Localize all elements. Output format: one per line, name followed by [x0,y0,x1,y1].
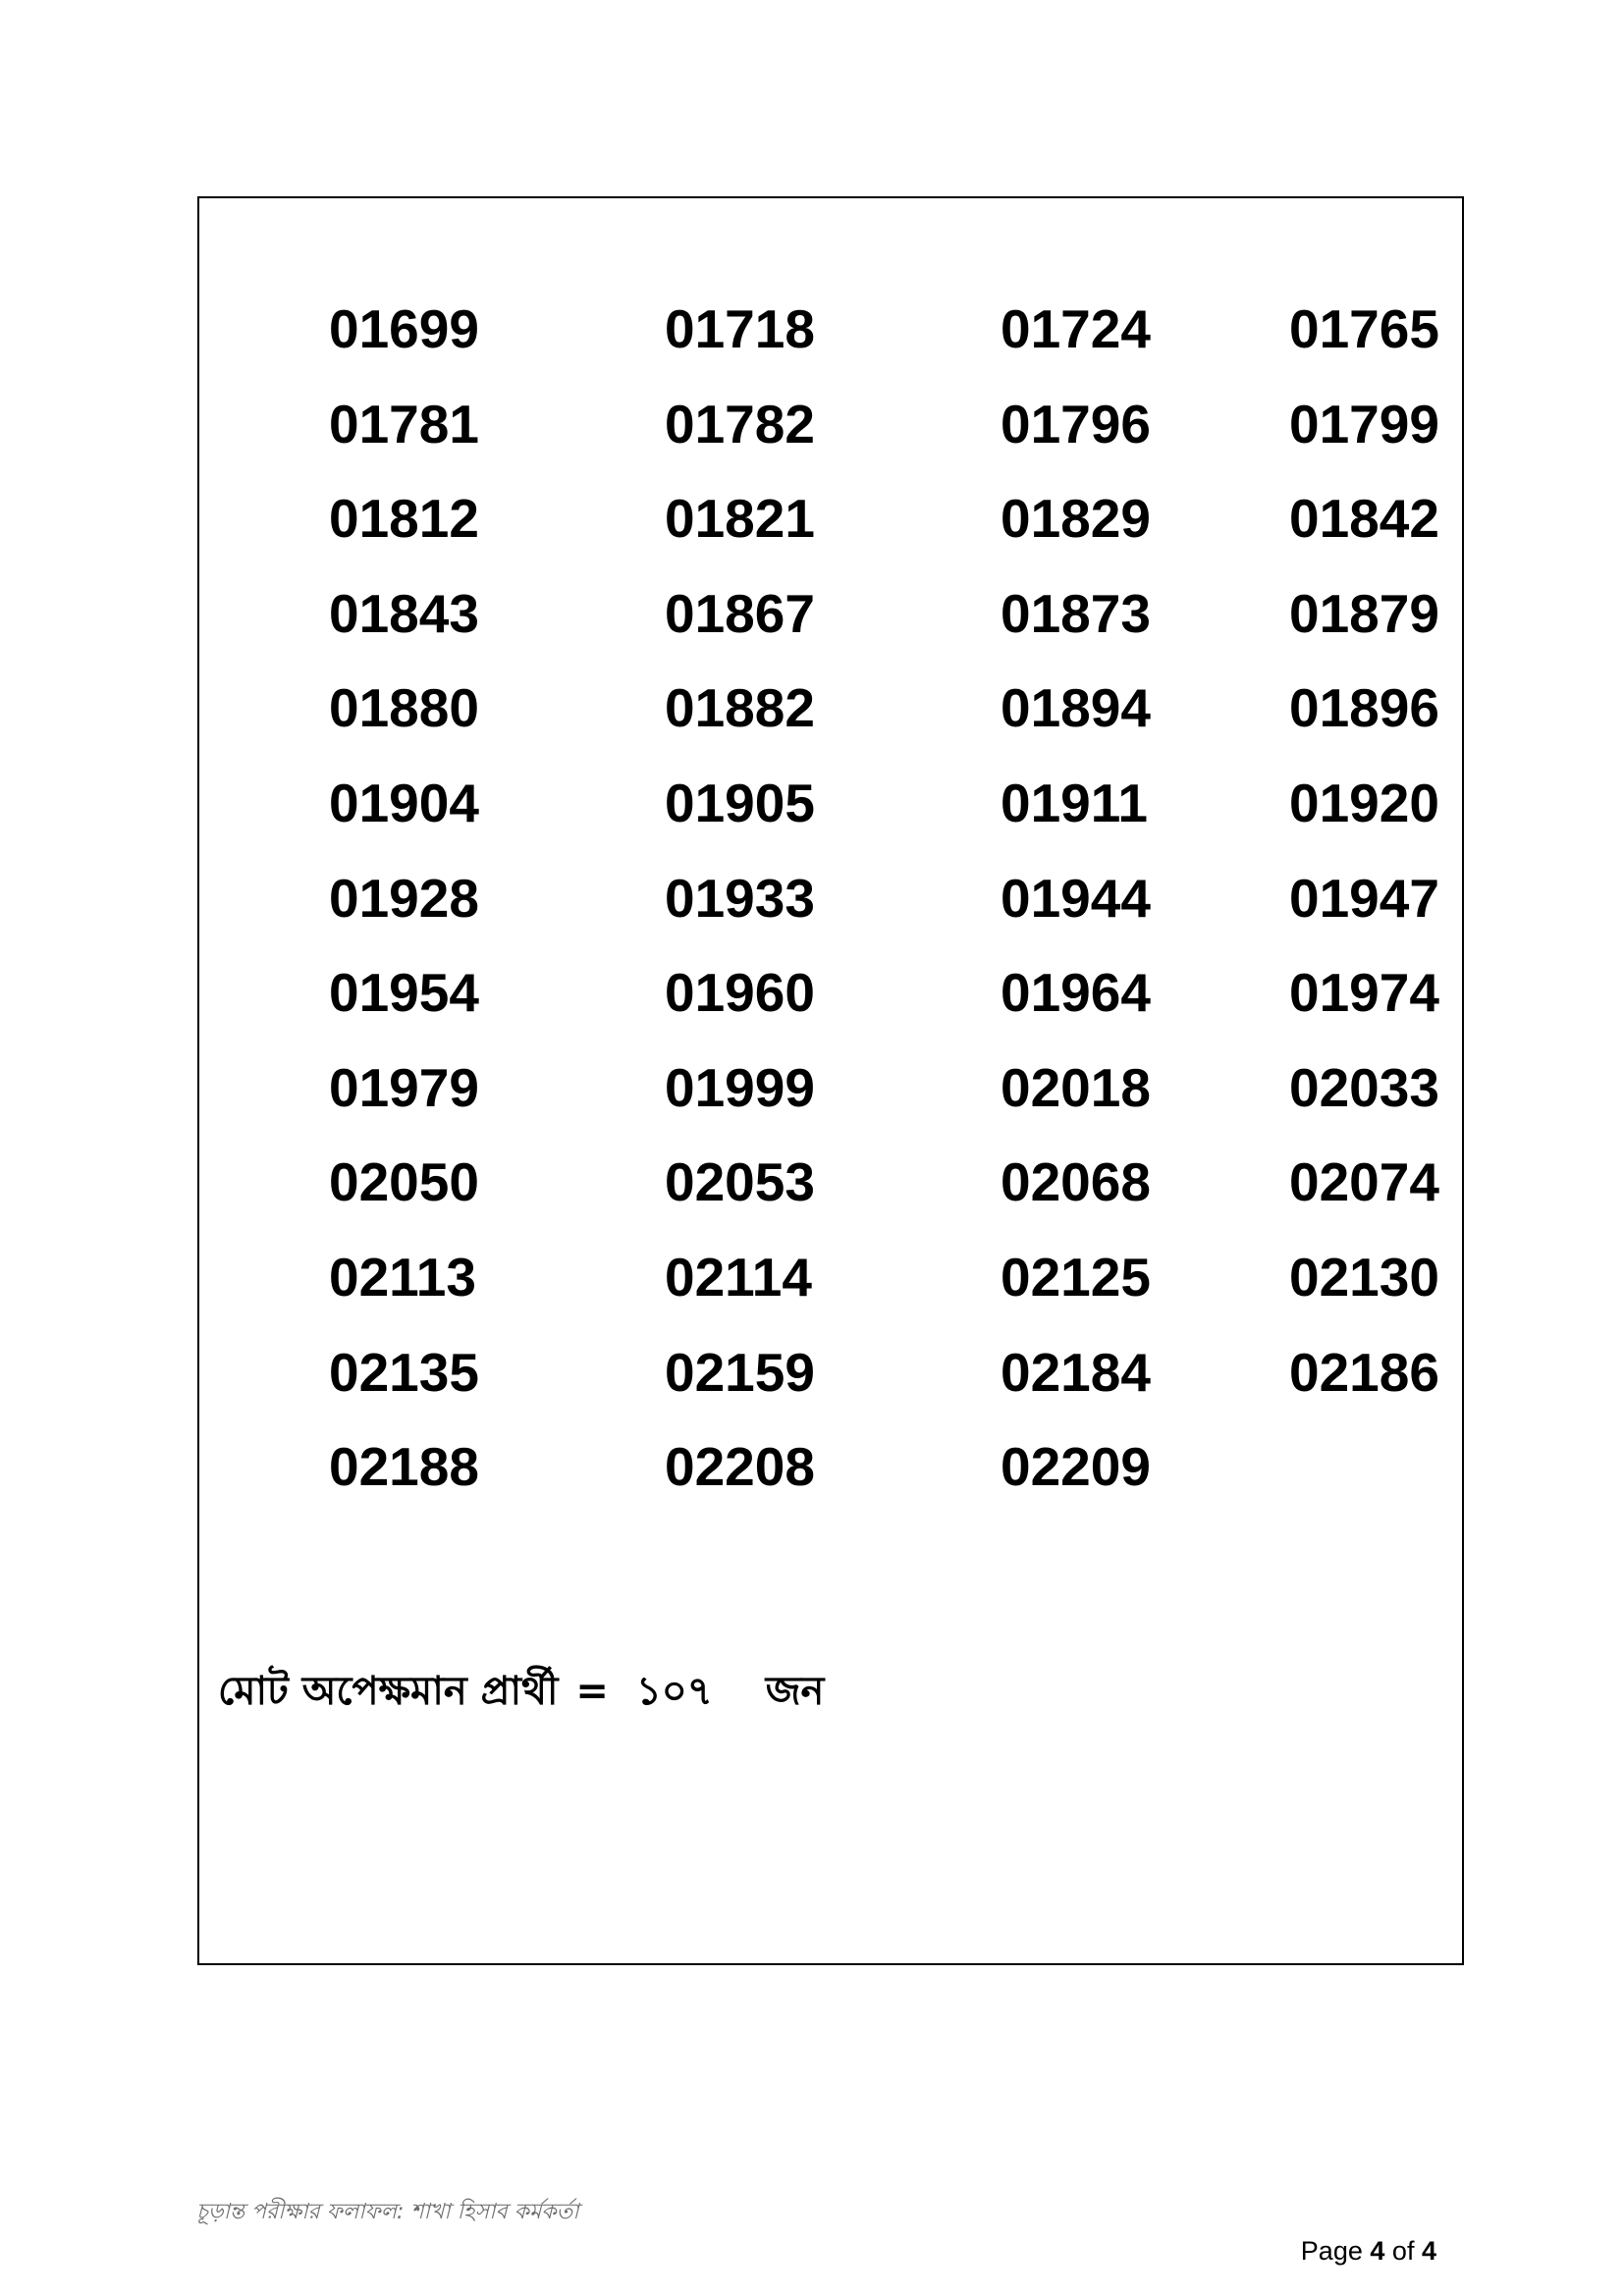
roll-number: 02033 [1289,1056,1439,1118]
roll-number: 02113 [329,1246,476,1308]
roll-number: 01905 [665,772,815,833]
table-row [329,1246,1448,1341]
roll-number: 02018 [1001,1056,1151,1118]
roll-number: 01882 [665,677,815,739]
roll-number: 01765 [1289,298,1439,359]
total-waiting-candidates [218,1664,824,1719]
roll-number: 01979 [329,1056,479,1118]
page-number [1301,2236,1436,2267]
roll-number: 01933 [665,867,815,929]
table-row [329,1150,1448,1246]
roll-number: 02159 [665,1341,815,1403]
total-count: ১০৭ [635,1669,713,1714]
table-row [329,1056,1448,1151]
roll-number: 01724 [1001,298,1151,359]
roll-number: 02068 [1001,1151,1151,1213]
page-total: 4 [1421,2236,1436,2266]
roll-number: 02050 [329,1151,479,1213]
table-row [329,676,1448,772]
table-row [329,961,1448,1056]
roll-number: 01920 [1289,772,1439,833]
roll-number: 01896 [1289,677,1439,739]
roll-number: 01904 [329,772,479,833]
roll-number: 01999 [665,1056,815,1118]
roll-number: 01879 [1289,582,1439,644]
page-of: of [1391,2236,1415,2266]
roll-number: 02209 [1001,1436,1151,1498]
table-row [329,582,1448,677]
roll-number: 01782 [665,393,815,454]
roll-number: 01947 [1289,867,1439,929]
table-row [329,1435,1448,1530]
page-current: 4 [1370,2236,1385,2266]
roll-number: 01867 [665,582,815,644]
total-label: মোট অপেক্ষমান প্রার্থী [218,1669,559,1714]
roll-number: 01873 [1001,582,1151,644]
table-row [329,297,1448,393]
roll-number: 02208 [665,1436,815,1498]
roll-number: 01894 [1001,677,1151,739]
page-prefix: Page [1300,2236,1363,2266]
roll-number: 01843 [329,582,479,644]
roll-number: 02130 [1289,1246,1439,1308]
roll-number: 01880 [329,677,479,739]
roll-number: 01718 [665,298,815,359]
roll-number: 02184 [1001,1341,1151,1403]
roll-number: 01954 [329,962,479,1024]
roll-number: 01796 [1001,393,1151,454]
roll-number: 01799 [1289,393,1439,454]
roll-number: 01928 [329,867,479,929]
table-row [329,1341,1448,1436]
roll-number: 02188 [329,1436,479,1498]
roll-number: 02053 [665,1151,815,1213]
table-row [329,867,1448,962]
roll-number: 01944 [1001,867,1151,929]
roll-number-grid [329,297,1448,1530]
roll-number: 01964 [1001,962,1151,1024]
roll-number: 02135 [329,1341,479,1403]
roll-number: 01911 [1001,772,1148,833]
roll-number: 01960 [665,962,815,1024]
equals-sign: = [575,1669,609,1714]
footer-document-title: চূড়ান্ত পরীক্ষার ফলাফল: শাখা হিসাব কর্মকর্তা [196,2200,579,2224]
roll-number: 02074 [1289,1151,1439,1213]
roll-number: 02114 [665,1246,812,1308]
roll-number: 01821 [665,488,815,550]
roll-number: 01699 [329,298,479,359]
table-row [329,772,1448,867]
roll-number: 02125 [1001,1246,1151,1308]
total-unit: জন [765,1669,825,1714]
roll-number: 01842 [1289,488,1439,550]
roll-number: 01974 [1289,962,1439,1024]
roll-number: 02186 [1289,1341,1439,1403]
roll-number: 01829 [1001,488,1151,550]
table-row [329,487,1448,582]
roll-number: 01812 [329,488,479,550]
table-row [329,393,1448,488]
roll-number: 01781 [329,393,479,454]
